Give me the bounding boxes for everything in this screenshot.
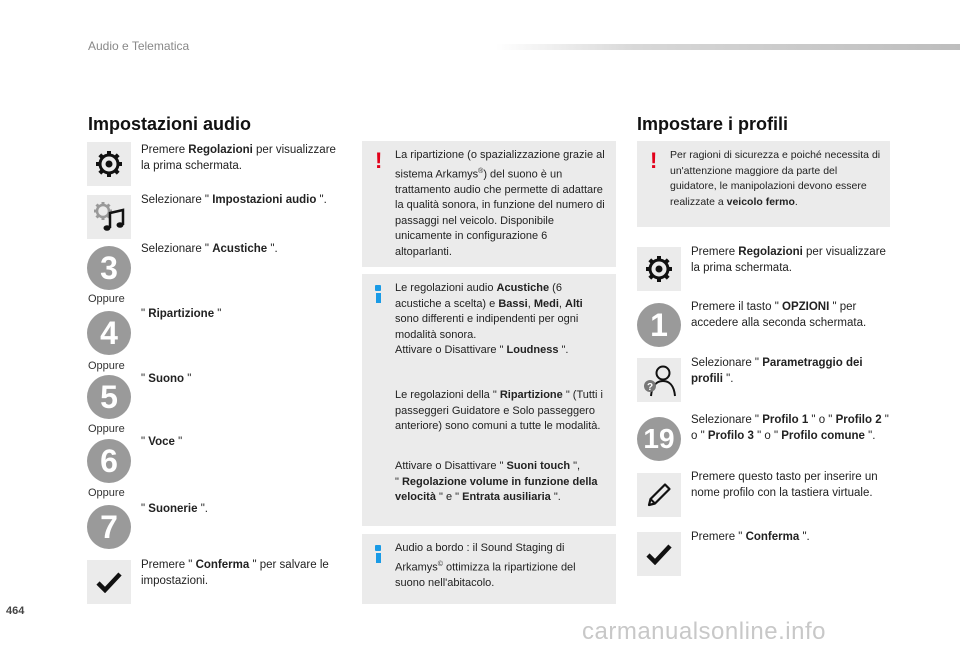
page-number: 464 [6, 605, 25, 617]
gear-icon [93, 148, 125, 180]
info-icon [375, 545, 381, 551]
checkmark-icon [96, 571, 122, 593]
info-note-para-1: Le regolazioni audio Acustiche (6 acustiche a scelta) e Bassi, Medi, Alti sono differenti e indipendenti per ogni modalità sonora. Attivare o Disattivare " Loudness ". [395, 282, 583, 356]
right-step-5: Premere questo tasto per inserire un nome profilo con la tastiera virtuale. [691, 471, 878, 499]
right-section-title: Impostare i profili [637, 114, 789, 134]
pencil-icon [644, 480, 674, 510]
checkmark-icon [646, 543, 672, 565]
left-step-7: " Suonerie ". [141, 503, 208, 515]
profile-icon-box [637, 358, 681, 402]
right-step-6: Premere " Conferma ". [691, 531, 810, 543]
warning-note-text: La ripartizione (o spazializzazione grazie al sistema Arkamys®) del suono è un trattamento audio che permette di adattare la qualità sonora, in funzione del numero di passaggi nel veicolo. Disponibile unicamente in configurazione 6 altoparlanti. [395, 149, 605, 258]
profile-question-icon [640, 362, 678, 398]
info-note-para-3: Attivare o Disattivare " Suoni touch ", " Regolazione volume in funzione della velocità " e " Entrata ausiliaria ". [395, 460, 598, 503]
oppure-label: Oppure [88, 487, 125, 499]
exclamation-icon: ! [650, 148, 658, 173]
step-number-1: 1 [637, 303, 681, 347]
left-step-4: " Ripartizione " [141, 308, 222, 320]
info-note-text-2: Audio a bordo : il Sound Staging di Arkamys© ottimizza la ripartizione del suono nell'abitacolo. [395, 542, 576, 589]
info-note-para-2: Le regolazioni della " Ripartizione " (Tutti i passeggeri Guidatore e Solo passeggero anteriore) sono comuni a tutte le modalità. [395, 389, 603, 432]
music-gear-icon [90, 198, 128, 236]
gear-icon [643, 253, 675, 285]
info-icon-bar [376, 553, 381, 563]
left-step-2: Selezionare " Impostazioni audio ". [141, 194, 327, 206]
step-number-19: 19 [637, 417, 681, 461]
step-number-4: 4 [87, 311, 131, 355]
right-step-2: Premere il tasto " OPZIONI " per accedere alla seconda schermata. [691, 301, 867, 329]
music-gear-icon-box [87, 195, 131, 239]
oppure-label: Oppure [88, 423, 125, 435]
info-icon [375, 285, 381, 291]
watermark: carmanualsonline.info [582, 618, 826, 645]
right-step-3: Selezionare " Parametraggio dei profili ". [691, 357, 863, 385]
gear-icon-box [87, 142, 131, 186]
step-number-6: 6 [87, 439, 131, 483]
oppure-label: Oppure [88, 360, 125, 372]
header-rule [496, 44, 960, 50]
profile-warning-text: Per ragioni di sicurezza e poiché necessita di un'attenzione maggiore da parte del guidatore, le manipolazioni devono essere realizzate a veicolo fermo. [670, 149, 881, 208]
left-step-1: Premere Regolazioni per visualizzare la prima schermata. [141, 144, 336, 172]
svg-text:?: ? [646, 382, 654, 393]
checkmark-icon-box [637, 532, 681, 576]
step-number-7: 7 [87, 505, 131, 549]
step-number-5: 5 [87, 375, 131, 419]
right-step-4: Selezionare " Profilo 1 " o " Profilo 2 " o " Profilo 3 " o " Profilo comune ". [691, 414, 889, 442]
section-header: Audio e Telematica [88, 39, 190, 53]
checkmark-icon-box [87, 560, 131, 604]
right-step-1: Premere Regolazioni per visualizzare la prima schermata. [691, 246, 886, 274]
left-step-8: Premere " Conferma " per salvare le impostazioni. [141, 559, 329, 587]
left-step-5: " Suono " [141, 373, 192, 385]
info-icon-bar [376, 293, 381, 303]
left-step-6: " Voce " [141, 436, 183, 448]
left-section-title: Impostazioni audio [88, 114, 252, 134]
gear-icon-box [637, 247, 681, 291]
left-step-3: Selezionare " Acustiche ". [141, 243, 278, 255]
oppure-label: Oppure [88, 293, 125, 305]
pencil-icon-box [637, 473, 681, 517]
step-number-3: 3 [87, 246, 131, 290]
exclamation-icon: ! [375, 148, 383, 173]
